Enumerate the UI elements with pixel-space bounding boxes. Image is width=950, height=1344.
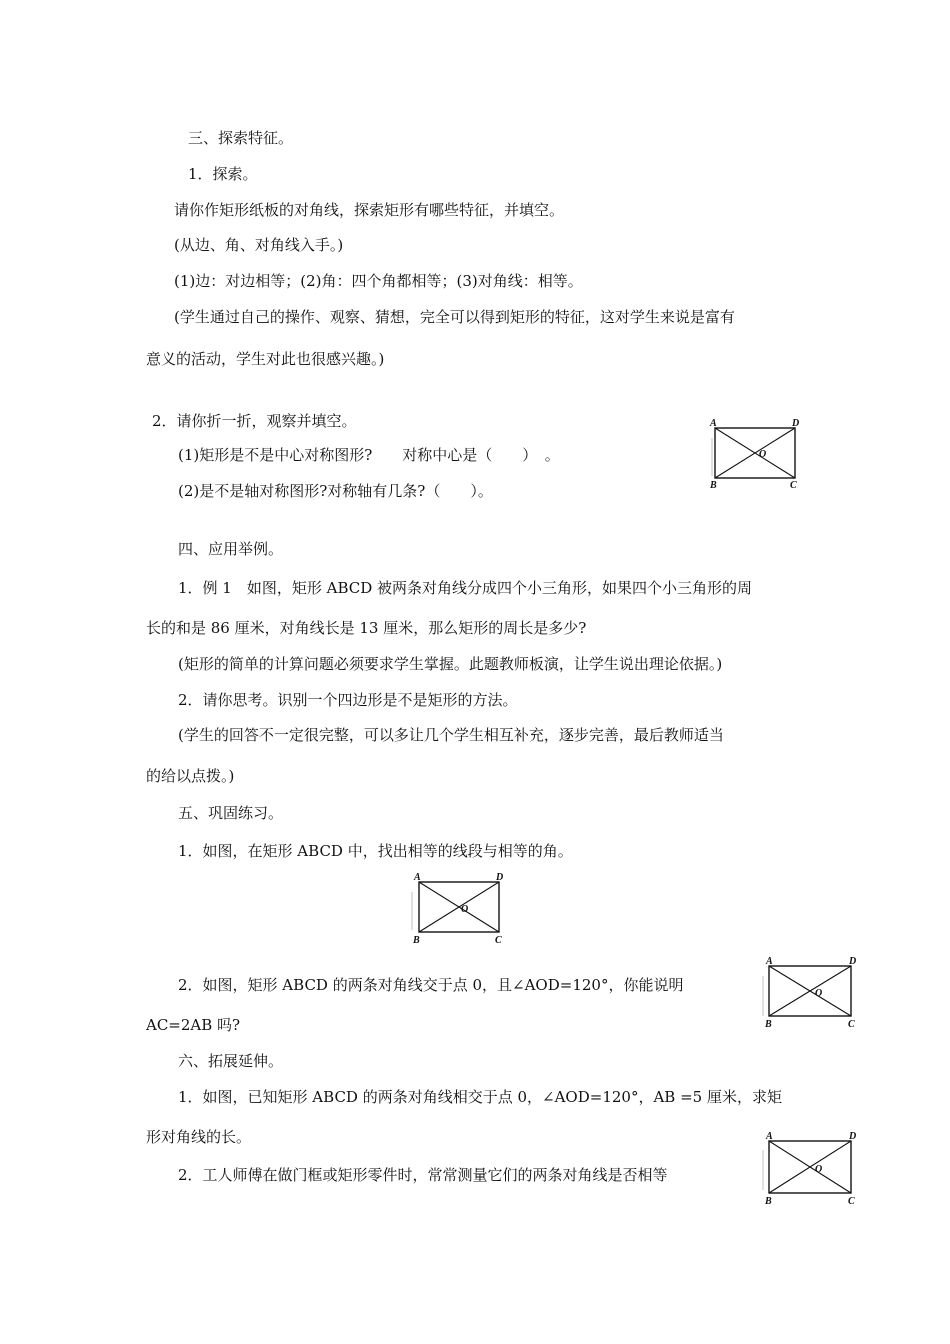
section-heading-6: 六、拓展延伸。 xyxy=(178,1052,284,1070)
question: (2)是不是轴对称图形?对称轴有几条?（ ）。 xyxy=(178,482,493,500)
note: (学生的回答不一定很完整，可以多让几个学生相互补充，逐步完善，最后教师适当 xyxy=(178,726,724,744)
vertex-c-label: C xyxy=(790,480,797,491)
vertex-a-label: A xyxy=(710,418,717,429)
item-4-2: 2．请你思考。识别一个四边形是不是矩形的方法。 xyxy=(178,691,518,709)
exercise-1: 1．如图，在矩形 ABCD 中，找出相等的线段与相等的角。 xyxy=(178,842,573,860)
section-heading-4: 四、应用举例。 xyxy=(178,540,284,558)
center-o-label: O xyxy=(815,988,823,999)
vertex-d-label: D xyxy=(496,872,504,883)
vertex-c-label: C xyxy=(495,935,502,946)
note: (矩形的简单的计算问题必须要求学生掌握。此题教师板演，让学生说出理论依据。) xyxy=(178,655,723,673)
extension-1-continued: 形对角线的长。 xyxy=(146,1128,252,1146)
center-o-label: O xyxy=(815,1164,823,1175)
item-3-1: 1．探索。 xyxy=(188,165,258,183)
vertex-b-label: B xyxy=(765,1196,772,1207)
answer: (1)边：对边相等；(2)角：四个角都相等；(3)对角线：相等。 xyxy=(174,272,583,290)
hint: (从边、角、对角线入手。) xyxy=(174,236,344,254)
center-o-label: O xyxy=(759,449,767,460)
vertex-b-label: B xyxy=(765,1019,772,1030)
vertex-d-label: D xyxy=(849,956,857,967)
rectangle-figure xyxy=(704,416,814,494)
extension-2: 2．工人师傅在做门框或矩形零件时，常常测量它们的两条对角线是否相等 xyxy=(178,1166,668,1184)
center-o-label: O xyxy=(461,904,469,915)
exercise-2: 2．如图，矩形 ABCD 的两条对角线交于点 0，且∠AOD=120°，你能说明 xyxy=(178,976,684,994)
question: (1)矩形是不是中心对称图形? 对称中心是（ ） 。 xyxy=(178,446,560,464)
rectangle-figure xyxy=(760,954,870,1032)
section-heading-5: 五、巩固练习。 xyxy=(178,804,284,822)
paragraph: 请你作矩形纸板的对角线，探索矩形有哪些特征，并填空。 xyxy=(174,201,565,219)
vertex-a-label: A xyxy=(766,1131,773,1142)
vertex-b-label: B xyxy=(413,935,420,946)
example-1: 1．例 1 如图，矩形 ABCD 被两条对角线分成四个小三角形，如果四个小三角形的周 xyxy=(178,579,753,597)
vertex-a-label: A xyxy=(414,872,421,883)
note-continued: 意义的活动，学生对此也很感兴趣。) xyxy=(146,350,385,368)
extension-1: 1．如图，已知矩形 ABCD 的两条对角线相交于点 0，∠AOD=120°，AB =5 厘米，求矩 xyxy=(178,1088,782,1106)
vertex-a-label: A xyxy=(766,956,773,967)
vertex-d-label: D xyxy=(792,418,800,429)
vertex-c-label: C xyxy=(848,1196,855,1207)
section-heading-3: 三、探索特征。 xyxy=(188,129,294,147)
item-3-2: 2．请你折一折，观察并填空。 xyxy=(152,412,357,430)
note-continued: 的给以点拨。) xyxy=(146,767,235,785)
rectangle-figure xyxy=(408,870,518,948)
rectangle-figure xyxy=(760,1128,870,1208)
vertex-c-label: C xyxy=(848,1019,855,1030)
note: (学生通过自己的操作、观察、猜想，完全可以得到矩形的特征，这对学生来说是富有 xyxy=(174,308,735,326)
exercise-2-continued: AC=2AB 吗? xyxy=(146,1016,241,1034)
vertex-d-label: D xyxy=(849,1131,857,1142)
example-1-continued: 长的和是 86 厘米，对角线长是 13 厘米，那么矩形的周长是多少? xyxy=(146,619,587,637)
vertex-b-label: B xyxy=(710,480,717,491)
